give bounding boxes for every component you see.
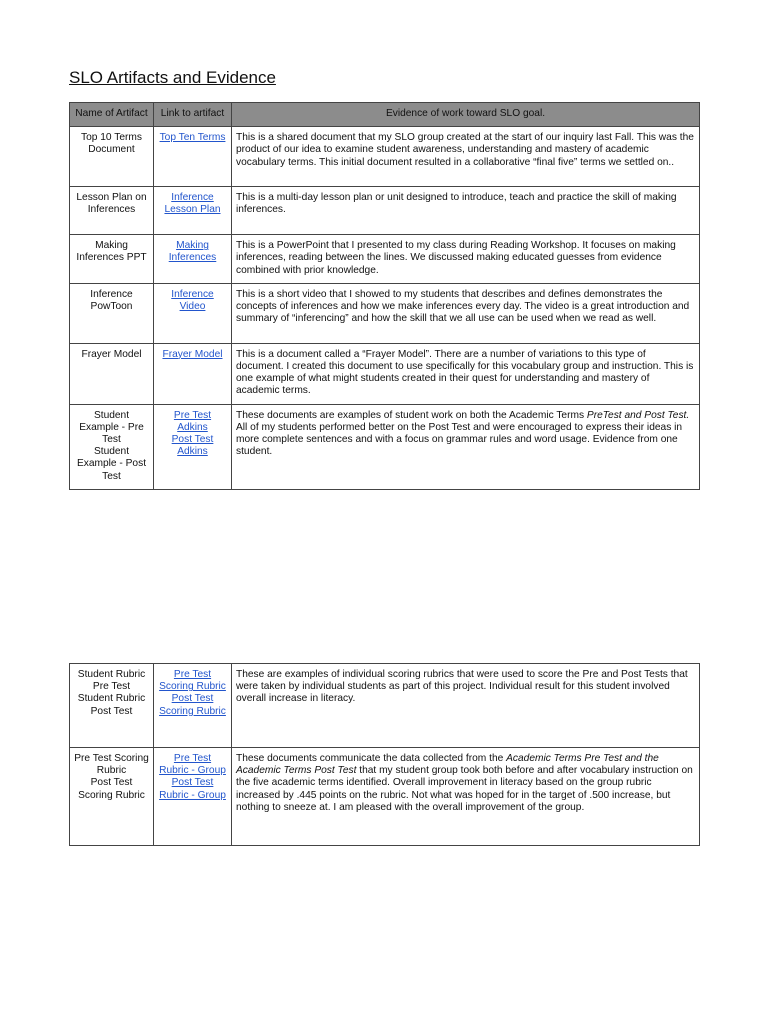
artifact-link[interactable]: Making Inferences [168,240,217,264]
artifact-name-line: Pre Test Scoring Rubric [74,753,149,777]
artifact-link[interactable]: Frayer Model [162,348,223,360]
artifact-link-cell [154,235,232,284]
artifact-evidence [232,404,700,489]
artifact-link[interactable]: Post Test Rubric - Group [159,777,226,801]
artifact-name-line: Student Rubric Pre Test [77,669,146,693]
table-header-row [70,103,700,127]
artifact-evidence: This is a multi-day lesson plan or unit designed to introduce, teach and practice the skill of making inferences. [232,187,700,235]
artifact-evidence: This is a PowerPoint that I presented to my class during Reading Workshop. It focuses on making inferences, reading between the lines. We discussed making educated guesses from evidence combined with prior knowledge. [232,235,700,284]
artifact-name-line: Student Example - Pre Test [79,409,144,446]
artifact-link-cell [154,404,232,489]
artifact-name: Inference PowToon [70,283,154,343]
table-row [70,187,700,235]
artifact-link-cell [154,187,232,235]
table-row [70,283,700,343]
evidence-italic-text: Academic Terms Pre Test and the Academic Terms Post Test [236,753,659,777]
artifact-name-line: Student Example - Post Test [76,446,147,482]
table-row [70,127,700,187]
artifact-name: Frayer Model [70,343,154,404]
table-row [70,664,700,748]
header-name-of-artifact: Name of Artifact [70,103,154,127]
artifact-link[interactable]: Inference Lesson Plan [164,192,221,216]
artifact-link[interactable]: Post Test Scoring Rubric [159,693,226,717]
artifact-evidence: This is a shared document that my SLO group created at the start of our inquiry last Fall. This was the product of our idea to examine student awareness, understanding and mastery of academic vocabulary terms. This initial document resulted in a collaborative “final five” terms we settled on.. [232,127,700,187]
artifact-link-cell [154,127,232,187]
artifact-evidence: These are examples of individual scoring rubrics that were used to score the Pre and Post Tests that were taken by individual students as part of this project. Individual result for this student involved overall increase in literacy. [232,664,700,748]
artifact-link[interactable]: Top Ten Terms [159,132,226,144]
artifact-link-cell [154,664,232,748]
evidence-text: that my student group took both before and after vocabulary instruction on the five academic terms identified. Overall improvement in literacy based on the group rubric increased by .445 points on the rubric. Not what was hoped for in the target of .500 increase, but nothing to sneeze at. I am pleased with the overall improvement of the group. [236,765,693,813]
artifact-link-cell [154,343,232,404]
artifact-link-cell [154,283,232,343]
table-row [70,748,700,846]
header-link-to-artifact: Link to artifact [154,103,232,127]
artifact-name: Top 10 Terms Document [70,127,154,187]
header-evidence: Evidence of work toward SLO goal. [232,103,700,127]
table-row [70,404,700,489]
table-row [70,343,700,404]
artifact-link[interactable]: Post Test Adkins [171,434,214,458]
artifact-name-line: Student Rubric Post Test [77,693,146,717]
evidence-text: All of my students performed better on the Post Test and were encouraged to express their ideas in more complete sentences and with a focus on grammar rules and word usage. Evidence from one student. [236,421,683,458]
artifact-name [70,404,154,489]
artifact-link-cell [154,748,232,846]
evidence-text: These documents communicate the data collected from the [236,753,507,764]
artifact-name: Making Inferences PPT [70,235,154,284]
artifact-link[interactable]: Inference Video [171,288,214,313]
evidence-italic-text: PreTest and Post Test. [586,409,690,421]
artifact-name-line: Post Test Scoring Rubric [78,777,145,801]
artifacts-table [69,102,700,490]
artifact-evidence: This is a short video that I showed to my students that describes and defines demonstrates the concepts of inferences and how we make inferences every day. The video is a great introduction and summary of “inferencing” and how the skill that we all use can be used when we read as well. [232,283,700,343]
artifact-link[interactable]: Pre Test Rubric - Group [159,753,226,777]
artifacts-table-continued [69,663,700,846]
artifact-name: Lesson Plan on Inferences [70,187,154,235]
artifact-link[interactable]: Pre Test Adkins [173,409,212,433]
page-title: SLO Artifacts and Evidence [69,68,276,87]
table-row [70,235,700,284]
artifact-evidence: This is a document called a “Frayer Model”. There are a number of variations to this type of document. I created this document to use specifically for this vocabulary group and instruction. This is one example of what might students created in their quest for understanding and mastery of academic terms. [232,343,700,404]
artifact-link[interactable]: Pre Test Scoring Rubric [159,669,226,693]
evidence-text: These documents are examples of student work on both the Academic Terms [236,409,587,421]
artifact-name [70,748,154,846]
artifact-evidence [232,748,700,846]
artifact-name [70,664,154,748]
